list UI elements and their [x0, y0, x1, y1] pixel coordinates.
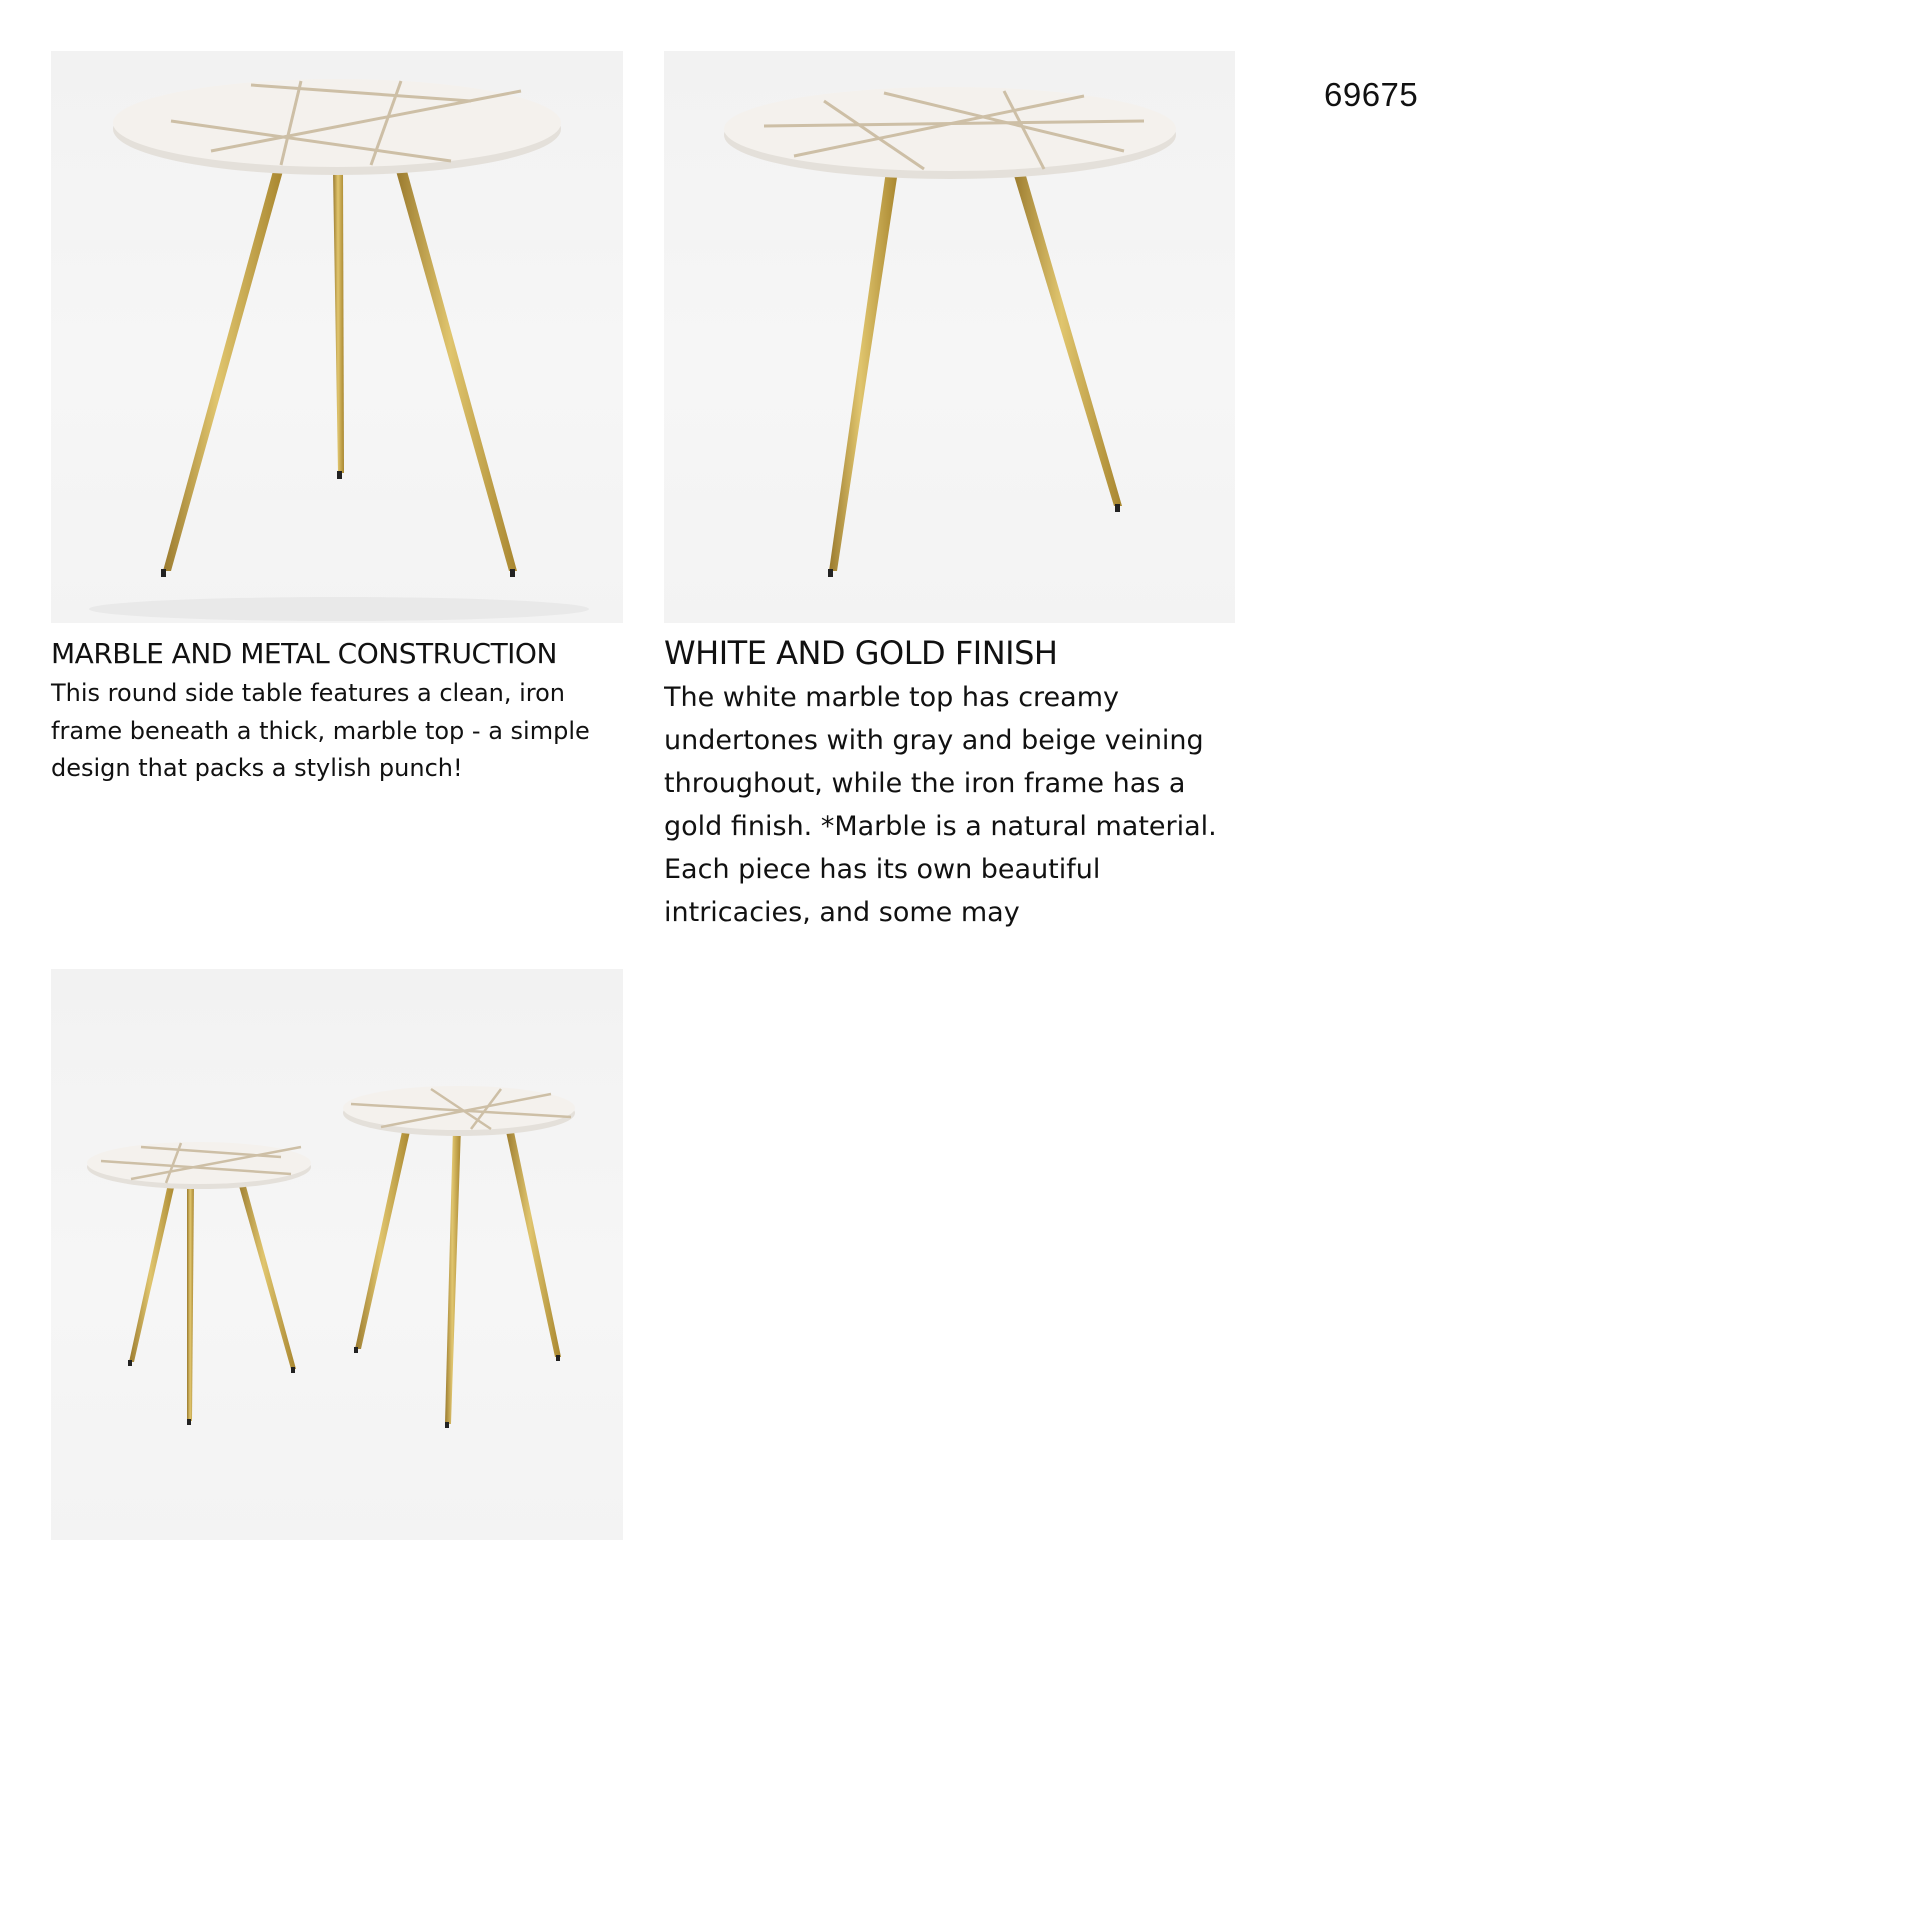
table-side-illustration — [664, 51, 1235, 623]
table-leg — [187, 1179, 194, 1421]
table-leg — [333, 171, 344, 473]
product-sku: 69675 — [1324, 76, 1419, 113]
table-leg — [445, 1127, 461, 1424]
table-leg — [505, 1127, 561, 1357]
table-leg — [1012, 169, 1122, 506]
table-leg — [355, 1127, 411, 1349]
feature-description-finish: The white marble top has creamy undertones with gray and beige veining throughout, while the iron frame has a gold finish. *Marble is a natural material. Each piece has its own beautiful intricacies, and some may — [664, 682, 1217, 928]
product-photo-front — [51, 51, 623, 623]
product-photo-pair — [51, 969, 623, 1540]
table-front-illustration — [51, 51, 623, 623]
table-leg — [829, 171, 898, 571]
feature-heading-finish: WHITE AND GOLD FINISH — [664, 634, 1058, 672]
table-pair-illustration — [51, 969, 623, 1540]
feature-description-construction: This round side table features a clean, iron frame beneath a thick, marble top - a simple design that packs a stylish punch! — [51, 679, 590, 782]
table-leg — [396, 171, 517, 571]
product-photo-side — [664, 51, 1235, 623]
marble-top — [724, 87, 1176, 171]
table-leg — [129, 1179, 176, 1362]
table-leg — [163, 171, 283, 571]
feature-heading-construction: MARBLE AND METAL CONSTRUCTION — [51, 637, 557, 670]
table-leg — [237, 1179, 296, 1369]
